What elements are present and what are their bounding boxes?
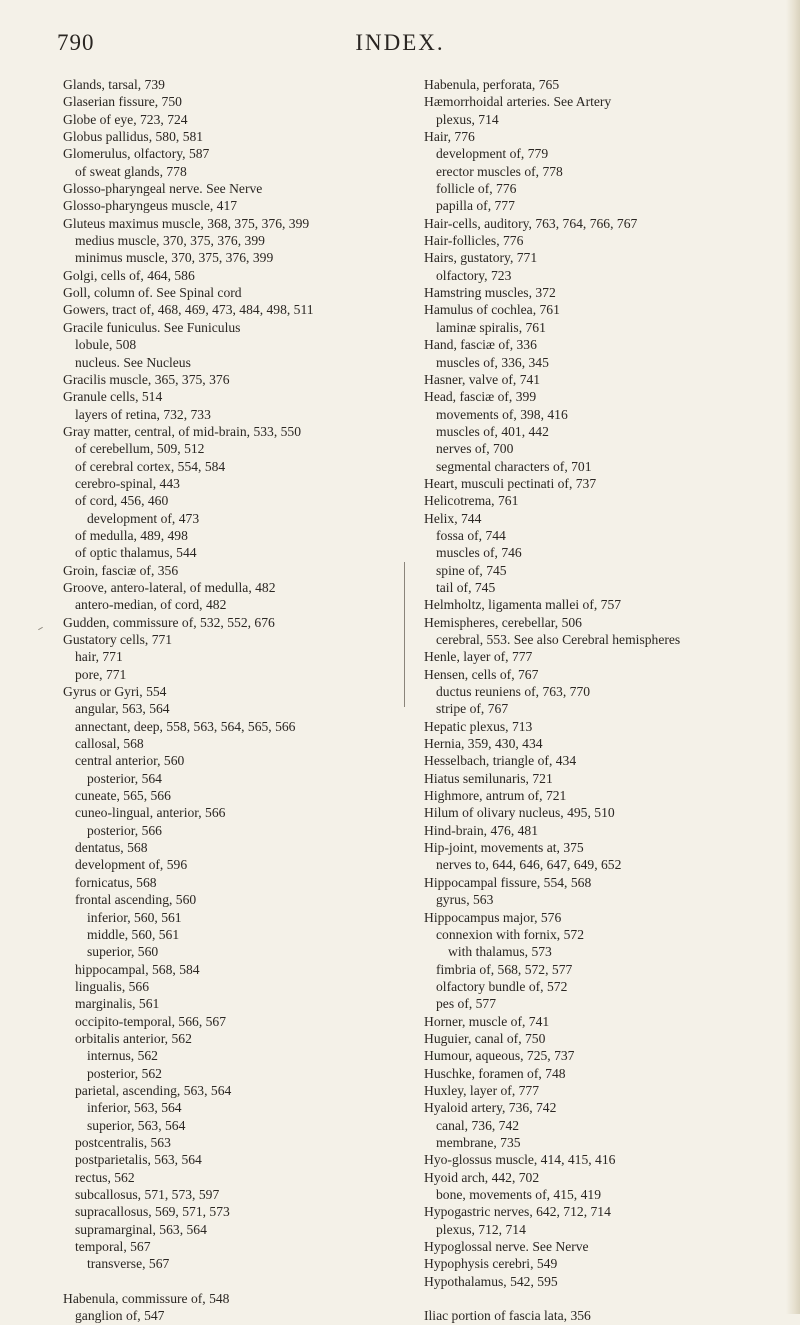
- index-entry: Hyo-glossus muscle, 414, 415, 416: [424, 1152, 616, 1168]
- index-subentry: posterior, 566: [87, 822, 162, 838]
- index-entry: Helmholtz, ligamenta mallei of, 757: [424, 597, 622, 613]
- index-entry: Huguier, canal of, 750: [424, 1030, 546, 1046]
- index-subentry: parietal, ascending, 563, 564: [75, 1082, 232, 1098]
- index-entry: Helicotrema, 761: [424, 493, 519, 509]
- index-entry: Hilum of olivary nucleus, 495, 510: [424, 805, 615, 821]
- index-subentry: superior, 560: [87, 944, 159, 960]
- index-subentry: nerves to, 644, 646, 647, 649, 652: [436, 857, 622, 873]
- index-subentry: of sweat glands, 778: [75, 163, 187, 179]
- index-entry: Gluteus maximus muscle, 368, 375, 376, 399: [63, 215, 310, 231]
- index-entry: Hypophysis cerebri, 549: [424, 1256, 558, 1272]
- index-entry: Habenula, perforata, 765: [424, 77, 560, 92]
- index-entry: Globe of eye, 723, 724: [63, 111, 188, 127]
- index-entry: Heart, musculi pectinati of, 737: [424, 475, 597, 491]
- index-subentry: dentatus, 568: [75, 840, 148, 856]
- index-subentry: fornicatus, 568: [75, 874, 157, 890]
- index-entry: Hair-cells, auditory, 763, 764, 766, 767: [424, 215, 638, 231]
- index-subentry: connexion with fornix, 572: [436, 926, 584, 942]
- index-entry: Hypogastric nerves, 642, 712, 714: [424, 1204, 611, 1220]
- index-entry: Gowers, tract of, 468, 469, 473, 484, 498, 511: [63, 302, 314, 318]
- index-subentry: temporal, 567: [75, 1239, 151, 1255]
- index-entry: Glosso-pharyngeal nerve. See Nerve: [63, 181, 263, 197]
- index-subentry: internus, 562: [87, 1048, 158, 1064]
- index-subentry: inferior, 563, 564: [87, 1100, 182, 1116]
- index-subentry: angular, 563, 564: [75, 701, 170, 717]
- index-entry: Hemispheres, cerebellar, 506: [424, 614, 582, 630]
- index-subentry: hippocampal, 568, 584: [75, 961, 200, 977]
- index-entry: Head, fasciæ of, 399: [424, 389, 537, 405]
- index-subentry: fossa of, 744: [436, 527, 506, 543]
- index-subentry: rectus, 562: [75, 1169, 135, 1185]
- index-subentry: callosal, 568: [75, 736, 144, 752]
- index-subentry: of cord, 456, 460: [75, 493, 169, 509]
- index-subentry: papilla of, 777: [436, 198, 515, 214]
- index-subentry: antero-median, of cord, 482: [75, 597, 227, 613]
- index-subentry: erector muscles of, 778: [436, 163, 563, 179]
- index-subentry: of medulla, 489, 498: [75, 527, 188, 543]
- index-subentry: of optic thalamus, 544: [75, 545, 197, 561]
- index-entry: Huxley, layer of, 777: [424, 1082, 540, 1098]
- index-subentry: plexus, 714: [436, 111, 499, 127]
- index-subentry: cuneo-lingual, anterior, 566: [75, 805, 226, 821]
- index-subentry: pore, 771: [75, 666, 127, 682]
- index-subentry: ganglion of, 547: [75, 1308, 165, 1324]
- index-subentry: frontal ascending, 560: [75, 892, 197, 908]
- index-subentry: development of, 779: [436, 146, 549, 162]
- column-rule: [404, 562, 405, 707]
- index-subentry: nucleus. See Nucleus: [75, 354, 191, 370]
- index-subentry: laminæ spiralis, 761: [436, 319, 546, 335]
- index-subentry: middle, 560, 561: [87, 926, 180, 942]
- index-subentry: olfactory, 723: [436, 267, 512, 283]
- index-subentry: cerebro-spinal, 443: [75, 475, 180, 491]
- index-subentry: postparietalis, 563, 564: [75, 1152, 202, 1168]
- index-entry: Gracile funiculus. See Funiculus: [63, 319, 241, 335]
- index-entry: Granule cells, 514: [63, 389, 163, 405]
- index-entry: Hensen, cells of, 767: [424, 666, 539, 682]
- index-subentry: annectant, deep, 558, 563, 564, 565, 566: [75, 718, 296, 734]
- index-subentry: pes of, 577: [436, 996, 497, 1012]
- index-subentry: superior, 563, 564: [87, 1117, 186, 1133]
- margin-mark: [38, 627, 43, 630]
- index-subentry: muscles of, 336, 345: [436, 354, 549, 370]
- index-entry: Groove, antero-lateral, of medulla, 482: [63, 579, 276, 595]
- index-subentry: occipito-temporal, 566, 567: [75, 1013, 227, 1029]
- index-entry: Hair-follicles, 776: [424, 233, 524, 249]
- index-entry: Humour, aqueous, 725, 737: [424, 1048, 575, 1064]
- index-column-left: [63, 76, 393, 1325]
- index-subentry: gyrus, 563: [436, 892, 494, 908]
- index-subentry: development of, 596: [75, 857, 188, 873]
- index-subentry: postcentralis, 563: [75, 1134, 171, 1150]
- index-entry: Hip-joint, movements at, 375: [424, 840, 584, 856]
- index-entry: Hair, 776: [424, 129, 475, 145]
- index-entry: Hesselbach, triangle of, 434: [424, 753, 577, 769]
- index-entry: Hamulus of cochlea, 761: [424, 302, 560, 318]
- index-entry: Glaserian fissure, 750: [63, 94, 182, 110]
- index-subentry: fimbria of, 568, 572, 577: [436, 961, 573, 977]
- index-subentry: olfactory bundle of, 572: [436, 978, 568, 994]
- index-entry: Gyrus or Gyri, 554: [63, 684, 167, 700]
- index-subentry: cerebral, 553. See also Cerebral hemispheres: [436, 632, 681, 647]
- index-subentry: posterior, 564: [87, 770, 162, 786]
- index-subentry: posterior, 562: [87, 1065, 162, 1081]
- index-subentry: spine of, 745: [436, 562, 507, 578]
- page-header: [0, 30, 800, 60]
- index-subentry: transverse, 567: [87, 1256, 170, 1272]
- index-subentry: bone, movements of, 415, 419: [436, 1187, 601, 1202]
- index-entry: Goll, column of. See Spinal cord: [63, 285, 242, 301]
- index-entry: Hernia, 359, 430, 434: [424, 736, 543, 752]
- index-subentry: membrane, 735: [436, 1134, 521, 1150]
- index-entry: Highmore, antrum of, 721: [424, 788, 567, 804]
- index-entry: Hind-brain, 476, 481: [424, 822, 539, 838]
- index-subentry: muscles of, 746: [436, 545, 522, 561]
- index-subentry: stripe of, 767: [436, 701, 509, 717]
- index-entry: Hiatus semilunaris, 721: [424, 770, 553, 786]
- index-subentry: plexus, 712, 714: [436, 1221, 526, 1237]
- index-subentry: ductus reuniens of, 763, 770: [436, 684, 591, 700]
- page-number: 790: [57, 30, 95, 55]
- index-subentry: layers of retina, 732, 733: [75, 406, 211, 422]
- index-subentry: movements of, 398, 416: [436, 406, 568, 422]
- index-entry: Glands, tarsal, 739: [63, 77, 165, 92]
- index-subentry: medius muscle, 370, 375, 376, 399: [75, 233, 265, 249]
- index-entry: Hypoglossal nerve. See Nerve: [424, 1239, 589, 1255]
- index-subentry: central anterior, 560: [75, 753, 185, 769]
- index-subentry: with thalamus, 573: [448, 944, 552, 960]
- index-entry: Hippocampus major, 576: [424, 909, 562, 925]
- index-entry: Gray matter, central, of mid-brain, 533, 550: [63, 423, 302, 439]
- index-entry: Hippocampal fissure, 554, 568: [424, 874, 592, 890]
- index-entry: Hasner, valve of, 741: [424, 371, 541, 387]
- index-entry: Glomerulus, olfactory, 587: [63, 146, 210, 162]
- index-subentry: of cerebral cortex, 554, 584: [75, 458, 226, 474]
- index-subentry: lingualis, 566: [75, 978, 150, 994]
- index-entry: Hamstring muscles, 372: [424, 285, 556, 301]
- index-subentry: inferior, 560, 561: [87, 909, 182, 925]
- index-entry: Gustatory cells, 771: [63, 632, 173, 647]
- index-subentry: cuneate, 565, 566: [75, 788, 171, 804]
- index-subentry: subcallosus, 571, 573, 597: [75, 1187, 220, 1202]
- index-column-right: [424, 76, 794, 1325]
- index-subentry: lobule, 508: [75, 337, 137, 353]
- index-subentry: segmental characters of, 701: [436, 458, 592, 474]
- index-entry: Habenula, commissure of, 548: [63, 1291, 230, 1307]
- index-entry: Horner, muscle of, 741: [424, 1013, 550, 1029]
- index-subentry: supracallosus, 569, 571, 573: [75, 1204, 230, 1220]
- index-subentry: of cerebellum, 509, 512: [75, 441, 205, 457]
- index-subentry: supramarginal, 563, 564: [75, 1221, 207, 1237]
- index-entry: Hyoid arch, 442, 702: [424, 1169, 540, 1185]
- index-entry: Hand, fasciæ of, 336: [424, 337, 537, 353]
- index-entry: Hæmorrhoidal arteries. See Artery: [424, 94, 612, 110]
- index-subentry: orbitalis anterior, 562: [75, 1030, 192, 1046]
- section-gap: [424, 1290, 794, 1307]
- index-subentry: follicle of, 776: [436, 181, 517, 197]
- index-entry: Groin, fasciæ of, 356: [63, 562, 179, 578]
- index-subentry: hair, 771: [75, 649, 123, 665]
- index-entry: Golgi, cells of, 464, 586: [63, 267, 195, 283]
- index-entry: Helix, 744: [424, 510, 482, 526]
- index-entry: Huschke, foramen of, 748: [424, 1065, 566, 1081]
- index-subentry: development of, 473: [87, 510, 200, 526]
- index-entry: Hairs, gustatory, 771: [424, 250, 538, 266]
- index-subentry: minimus muscle, 370, 375, 376, 399: [75, 250, 274, 266]
- index-subentry: canal, 736, 742: [436, 1117, 520, 1133]
- index-subentry: muscles of, 401, 442: [436, 423, 549, 439]
- section-gap: [63, 1273, 393, 1290]
- index-entry: Globus pallidus, 580, 581: [63, 129, 204, 145]
- index-entry: Hepatic plexus, 713: [424, 718, 533, 734]
- running-head-title: INDEX.: [355, 30, 445, 55]
- index-entry: Gudden, commissure of, 532, 552, 676: [63, 614, 275, 630]
- index-subentry: marginalis, 561: [75, 996, 160, 1012]
- index-entry: Glosso-pharyngeus muscle, 417: [63, 198, 238, 214]
- index-subentry: tail of, 745: [436, 579, 496, 595]
- index-entry: Hyaloid artery, 736, 742: [424, 1100, 557, 1116]
- index-subentry: nerves of, 700: [436, 441, 514, 457]
- index-entry: Henle, layer of, 777: [424, 649, 533, 665]
- index-entry: Hypothalamus, 542, 595: [424, 1273, 558, 1289]
- index-entry: Iliac portion of fascia lata, 356: [424, 1308, 591, 1324]
- index-entry: Gracilis muscle, 365, 375, 376: [63, 371, 230, 387]
